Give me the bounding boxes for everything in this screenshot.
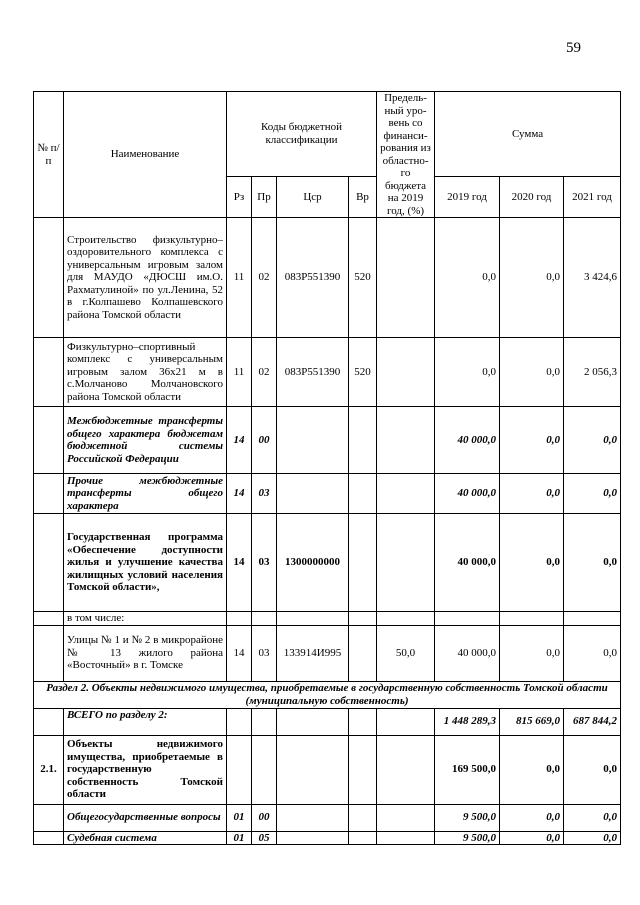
cell-num (34, 474, 64, 514)
header-pr: Пр (252, 176, 277, 217)
cell-name: Межбюджетные трансферты общего характера бюджетам бюджетной системы Российской Федерации (64, 407, 227, 474)
cell-pr: 05 (252, 831, 277, 845)
table-row (34, 407, 621, 474)
cell-csr: 083P551390 (277, 218, 349, 338)
cell-2019 (435, 612, 500, 626)
cell-2021: 3 424,6 (564, 218, 621, 338)
cell-2021: 687 844,2 (564, 708, 621, 735)
cell-vr: 520 (349, 218, 377, 338)
cell-limit (377, 514, 435, 612)
cell-num (34, 831, 64, 845)
cell-rz: 14 (227, 625, 252, 681)
cell-2020: 0,0 (500, 218, 564, 338)
cell-vr (349, 708, 377, 735)
cell-rz: 01 (227, 804, 252, 831)
section-heading-row (34, 681, 621, 708)
cell-csr (277, 831, 349, 845)
cell-limit (377, 612, 435, 626)
cell-pr: 03 (252, 625, 277, 681)
table-row (34, 612, 621, 626)
cell-rz: 14 (227, 514, 252, 612)
cell-vr (349, 407, 377, 474)
cell-2019: 40 000,0 (435, 514, 500, 612)
cell-2020: 0,0 (500, 735, 564, 804)
table-row (34, 474, 621, 514)
cell-limit (377, 735, 435, 804)
table-row (34, 735, 621, 804)
cell-limit (377, 407, 435, 474)
header-row (34, 92, 621, 177)
cell-vr (349, 625, 377, 681)
cell-rz: 11 (227, 218, 252, 338)
cell-pr: 03 (252, 474, 277, 514)
cell-name: Судебная система (64, 831, 227, 845)
cell-2019: 40 000,0 (435, 474, 500, 514)
cell-rz: 01 (227, 831, 252, 845)
cell-csr: 1300000000 (277, 514, 349, 612)
cell-limit (377, 338, 435, 407)
cell-num: 2.1. (34, 735, 64, 804)
cell-num (34, 625, 64, 681)
cell-vr (349, 474, 377, 514)
cell-2020: 815 669,0 (500, 708, 564, 735)
page-number: 59 (566, 40, 581, 56)
cell-rz (227, 612, 252, 626)
cell-2020: 0,0 (500, 625, 564, 681)
cell-2019: 0,0 (435, 218, 500, 338)
cell-pr: 03 (252, 514, 277, 612)
header-2019: 2019 год (435, 176, 500, 217)
cell-rz: 11 (227, 338, 252, 407)
cell-pr: 00 (252, 407, 277, 474)
cell-limit (377, 218, 435, 338)
table-row (34, 338, 621, 407)
cell-name: Физкультурно–спортивный комплекс с универсальным игровым залом 36х21 м в с.Молчаново Молчановского района Томской области (64, 338, 227, 407)
table-row (34, 831, 621, 845)
cell-vr (349, 831, 377, 845)
header-csr: Цср (277, 176, 349, 217)
header-codes: Коды бюджетной классификации (227, 92, 377, 177)
cell-2021: 0,0 (564, 514, 621, 612)
cell-rz: 14 (227, 474, 252, 514)
cell-name: Общегосударственные вопросы (64, 804, 227, 831)
header-rz: Рз (227, 176, 252, 217)
header-vr: Вр (349, 176, 377, 217)
cell-csr: 133914И995 (277, 625, 349, 681)
cell-csr (277, 407, 349, 474)
cell-csr (277, 708, 349, 735)
cell-limit (377, 804, 435, 831)
cell-2021: 0,0 (564, 407, 621, 474)
cell-vr (349, 735, 377, 804)
cell-num (34, 708, 64, 735)
cell-pr: 02 (252, 218, 277, 338)
cell-name: Прочие межбюджетные трансферты общего характера (64, 474, 227, 514)
cell-2019: 9 500,0 (435, 804, 500, 831)
cell-2020: 0,0 (500, 831, 564, 845)
cell-limit (377, 708, 435, 735)
budget-table (33, 91, 621, 845)
cell-2019: 169 500,0 (435, 735, 500, 804)
cell-2020: 0,0 (500, 407, 564, 474)
table-row (34, 625, 621, 681)
cell-limit (377, 831, 435, 845)
cell-2020 (500, 612, 564, 626)
cell-2021: 0,0 (564, 474, 621, 514)
header-2021: 2021 год (564, 176, 621, 217)
header-num: № п/п (34, 92, 64, 218)
cell-vr (349, 514, 377, 612)
cell-vr: 520 (349, 338, 377, 407)
cell-2021: 2 056,3 (564, 338, 621, 407)
header-limit: Предель-ный уро-вень со финанси-рования из областно-го бюджета на 2019 год, (%) (377, 92, 435, 218)
table-row (34, 804, 621, 831)
cell-name: Улицы № 1 и № 2 в микрорайоне № 13 жилого района «Восточный» в г. Томске (64, 625, 227, 681)
cell-vr (349, 612, 377, 626)
cell-rz (227, 735, 252, 804)
cell-pr (252, 708, 277, 735)
cell-vr (349, 804, 377, 831)
cell-name: Объекты недвижимого имущества, приобретаемые в государственную собственность Томской области (64, 735, 227, 804)
cell-num (34, 804, 64, 831)
cell-2020: 0,0 (500, 514, 564, 612)
cell-rz: 14 (227, 407, 252, 474)
table-row (34, 708, 621, 735)
cell-2021 (564, 612, 621, 626)
cell-2020: 0,0 (500, 338, 564, 407)
cell-pr (252, 735, 277, 804)
header-2020: 2020 год (500, 176, 564, 217)
cell-2019: 40 000,0 (435, 407, 500, 474)
cell-2020: 0,0 (500, 474, 564, 514)
cell-2021: 0,0 (564, 804, 621, 831)
cell-name: ВСЕГО по разделу 2: (64, 708, 227, 735)
cell-2019: 0,0 (435, 338, 500, 407)
cell-csr (277, 804, 349, 831)
cell-pr: 02 (252, 338, 277, 407)
cell-2021: 0,0 (564, 625, 621, 681)
header-name: Наименование (64, 92, 227, 218)
cell-2021: 0,0 (564, 831, 621, 845)
cell-name: Строительство физкультурно–оздоровительного комплекса с универсальным игровым залом для МАУДО «ДЮСШ им.О. Рахматулиной» по ул.Ленина, 52 в г.Колпашево Колпашевского района Томской области (64, 218, 227, 338)
cell-2019: 1 448 289,3 (435, 708, 500, 735)
section-2-title: Раздел 2. Объекты недвижимого имущества, приобретаемые в государственную собственность Томской области (муниципальную собственность) (34, 681, 621, 708)
cell-limit (377, 474, 435, 514)
cell-num (34, 218, 64, 338)
cell-pr: 00 (252, 804, 277, 831)
table-row (34, 514, 621, 612)
cell-2020: 0,0 (500, 804, 564, 831)
cell-num (34, 514, 64, 612)
cell-2021: 0,0 (564, 735, 621, 804)
cell-csr (277, 612, 349, 626)
cell-num (34, 338, 64, 407)
cell-rz (227, 708, 252, 735)
cell-pr (252, 612, 277, 626)
cell-csr: 083P551390 (277, 338, 349, 407)
cell-2019: 9 500,0 (435, 831, 500, 845)
cell-csr (277, 474, 349, 514)
cell-limit: 50,0 (377, 625, 435, 681)
table-row (34, 218, 621, 338)
cell-2019: 40 000,0 (435, 625, 500, 681)
cell-num (34, 612, 64, 626)
cell-name: в том числе: (64, 612, 227, 626)
cell-num (34, 407, 64, 474)
cell-name: Государственная программа «Обеспечение доступности жилья и улучшение качества жилищных условий населения Томской области», (64, 514, 227, 612)
header-sum: Сумма (435, 92, 621, 177)
cell-csr (277, 735, 349, 804)
